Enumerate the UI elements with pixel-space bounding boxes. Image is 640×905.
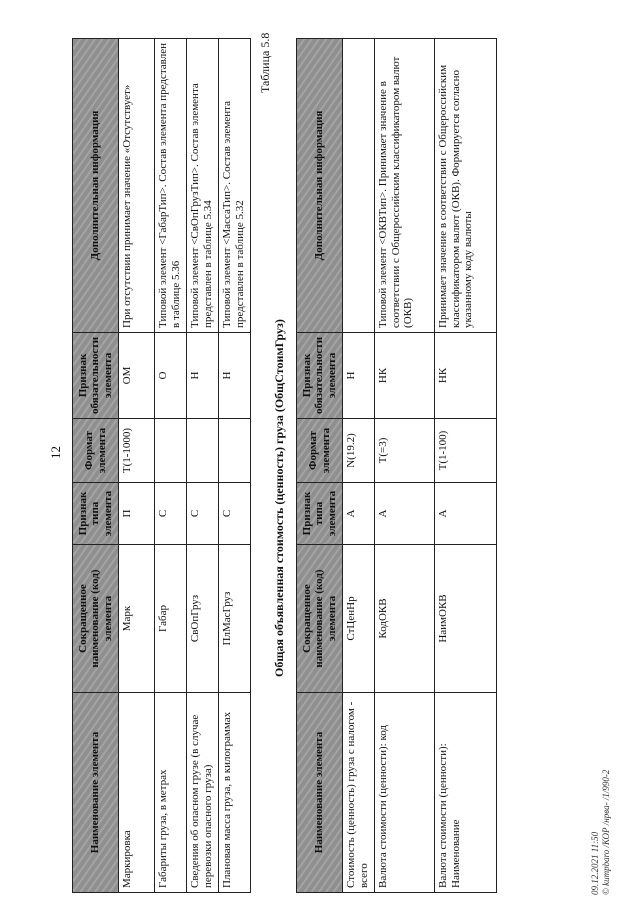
cell-type: С [155, 483, 187, 545]
header-format: Формат элемента [297, 419, 343, 483]
header-name: Наименование элемента [297, 693, 343, 893]
cell-name: Валюта стоимости (ценности): код [375, 693, 435, 893]
cell-req: ОМ [119, 332, 155, 418]
cell-format: T(=3) [375, 419, 435, 483]
cell-type: А [435, 483, 497, 545]
cell-req: О [155, 332, 187, 418]
cell-info [343, 39, 375, 333]
header-info: Дополнительная информация [297, 39, 343, 333]
cell-name: Плановая масса груза, в килограммах [219, 693, 251, 893]
table-label: Таблица 5.8 [258, 32, 272, 93]
table-row [119, 39, 155, 893]
cell-short: Марк [119, 545, 155, 693]
table-row [343, 39, 375, 893]
cell-info: Типовой элемент <МассаТип>. Состав элемента представлен в таблице 5.32 [219, 39, 251, 333]
header-type: Признак типа элемента [297, 483, 343, 545]
header-info: Дополнительная информация [73, 39, 119, 333]
cell-info: Типовой элемент <ОКВТип>. Принимает значение в соответствии с Общероссийским классификатором валют (ОКВ) [375, 39, 435, 333]
cell-info: Типовой элемент <ГабарТип>. Состав элемента представлен в таблице 5.36 [155, 39, 187, 333]
cell-name: Маркировка [119, 693, 155, 893]
cell-type: П [119, 483, 155, 545]
table-caption: Общая объявленная стоимость (ценность) груза (ОбщСтоимГруз) [272, 319, 286, 677]
print-footer [590, 770, 612, 895]
header-req: Признак обязательности элемента [73, 332, 119, 418]
header-type: Признак типа элемента [73, 483, 119, 545]
cell-format [155, 419, 187, 483]
cell-short: СвОпГруз [187, 545, 219, 693]
table-row [219, 39, 251, 893]
cell-short: ПлМасГруз [219, 545, 251, 693]
table-row [375, 39, 435, 893]
header-format: Формат элемента [73, 419, 119, 483]
cell-short: Габар [155, 545, 187, 693]
cell-format [187, 419, 219, 483]
cell-info: Типовой элемент <СвОпГрузТип>. Состав элемента представлен в таблице 5.34 [187, 39, 219, 333]
cell-req: НК [375, 332, 435, 418]
cell-req: Н [343, 332, 375, 418]
table-row [435, 39, 497, 893]
cell-req: Н [219, 332, 251, 418]
cell-format [219, 419, 251, 483]
cell-req: Н [187, 332, 219, 418]
cell-name: Валюта стоимости (ценности): Наименование [435, 693, 497, 893]
cell-type: С [219, 483, 251, 545]
table-header-row [73, 39, 119, 893]
footer-source: © kumpbaro /КОР /нрва- /1/990-2 [600, 769, 611, 895]
cell-type: А [375, 483, 435, 545]
cell-req: НК [435, 332, 497, 418]
cell-format: N(19.2) [343, 419, 375, 483]
total-value-table [296, 38, 497, 893]
cell-format: T(1-1000) [119, 419, 155, 483]
cell-type: С [187, 483, 219, 545]
header-short: Сокращенное наименование (код) элемента [73, 545, 119, 693]
header-short: Сокращенное наименование (код) элемента [297, 545, 343, 693]
footer-timestamp: 09.12.2021 11:50 [590, 831, 600, 895]
cell-info: Принимает значение в соответствии с Общероссийским классификатором валют (ОКВ). Формируется согласно указанному коду валюты [435, 39, 497, 333]
header-req: Признак обязательности элемента [297, 332, 343, 418]
cell-name: Габариты груза, в метрах [155, 693, 187, 893]
page-number: 12 [48, 446, 63, 459]
header-name: Наименование элемента [73, 693, 119, 893]
cell-short: СтЦенНр [343, 545, 375, 693]
cell-info: При отсутствии принимает значение «Отсутствует» [119, 39, 155, 333]
cell-name: Сведения об опасном грузе (в случае перевозки опасного груза) [187, 693, 219, 893]
cell-type: А [343, 483, 375, 545]
cell-short: КодОКВ [375, 545, 435, 693]
table-row [155, 39, 187, 893]
elements-table-continued [72, 38, 251, 893]
table-header-row [297, 39, 343, 893]
table-row [187, 39, 219, 893]
cell-short: НаимОКВ [435, 545, 497, 693]
cell-format: T(1-100) [435, 419, 497, 483]
cell-name: Стоимость (ценность) груза с налогом - всего [343, 693, 375, 893]
